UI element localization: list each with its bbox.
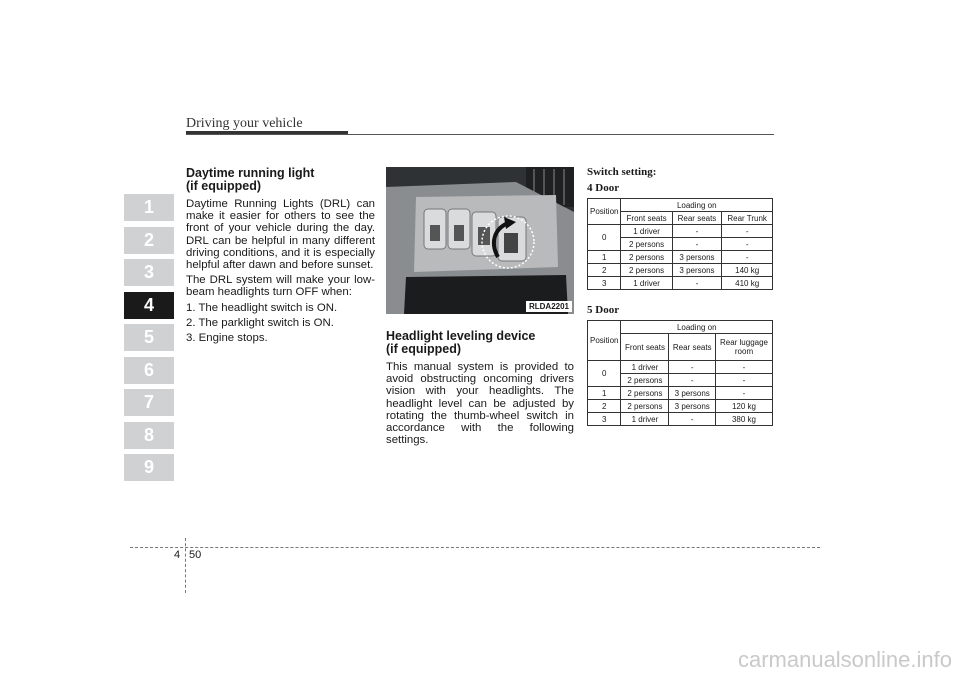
- table-cell: -: [669, 374, 716, 387]
- leveling-heading-line1: Headlight leveling device: [386, 329, 536, 343]
- door5-col-luggage: Rear luggage room: [716, 334, 773, 361]
- chapter-tabs: [124, 194, 174, 487]
- chapter-tab-5[interactable]: 5: [124, 324, 174, 351]
- door5-table: [587, 320, 773, 426]
- door4-pos: 0: [588, 225, 621, 251]
- drl-item-1: 1. The headlight switch is ON.: [186, 301, 338, 314]
- door5-col-front: Front seats: [621, 334, 669, 361]
- drl-item-3: 3. Engine stops.: [186, 332, 268, 345]
- leveling-paragraph: This manual system is provided to avoid obstructing oncoming drivers vision with your headlights. The headlight level can be adjusted by rotating the thumb-wheel switch in accordance with the following settings.: [386, 361, 574, 447]
- table-cell: 1 driver: [621, 413, 669, 426]
- table-cell: 410 kg: [722, 277, 773, 290]
- chapter-tab-1[interactable]: 1: [124, 194, 174, 221]
- footer-rule: [130, 547, 820, 548]
- table-cell: 2 persons: [621, 387, 669, 400]
- table-cell: 1 driver: [621, 361, 669, 374]
- table-cell: 140 kg: [722, 264, 773, 277]
- headlight-switch-photo: [386, 167, 574, 314]
- door4-title: 4 Door: [587, 182, 620, 194]
- table-row: [588, 277, 773, 290]
- drl-heading: [186, 167, 375, 193]
- table-cell: 1 driver: [621, 277, 672, 290]
- chapter-tab-8[interactable]: 8: [124, 422, 174, 449]
- table-cell: 3 persons: [669, 400, 716, 413]
- door4-col-front: Front seats: [621, 212, 672, 225]
- door4-loading-header: Loading on: [621, 199, 773, 212]
- door5-pos: 1: [588, 387, 621, 400]
- leveling-heading: [386, 330, 574, 356]
- table-row: [588, 225, 773, 238]
- chapter-tab-6[interactable]: 6: [124, 357, 174, 384]
- table-cell: 2 persons: [621, 238, 672, 251]
- door4-col-rear: Rear seats: [672, 212, 722, 225]
- door5-position-header: Position: [588, 321, 621, 361]
- table-cell: 120 kg: [716, 400, 773, 413]
- table-row: [588, 264, 773, 277]
- door5-pos: 0: [588, 361, 621, 387]
- switch-panel-illustration: [386, 167, 574, 314]
- leveling-heading-line2: (if equipped): [386, 342, 461, 356]
- table-row: [588, 387, 773, 400]
- drl-paragraph-1: Daytime Running Lights (DRL) can make it easier for others to see the front of your vehicle during the day. DRL can be helpful in many different driving conditions, and it is especially helpful after dawn and before sunset.: [186, 198, 375, 272]
- door5-pos: 3: [588, 413, 621, 426]
- image-code: RLDA2201: [526, 301, 572, 312]
- table-cell: -: [669, 413, 716, 426]
- section-title: Driving your vehicle: [186, 116, 303, 131]
- door4-pos: 2: [588, 264, 621, 277]
- leveling-section: [386, 330, 574, 449]
- table-row: [588, 361, 773, 374]
- table-cell: -: [722, 238, 773, 251]
- table-cell: 380 kg: [716, 413, 773, 426]
- table-cell: 2 persons: [621, 374, 669, 387]
- table-row: [588, 400, 773, 413]
- door5-pos: 2: [588, 400, 621, 413]
- drl-paragraph-2: The DRL system will make your low-beam headlights turn OFF when:: [186, 274, 375, 299]
- chapter-tab-7[interactable]: 7: [124, 389, 174, 416]
- table-cell: 1 driver: [621, 225, 672, 238]
- drl-section: [186, 167, 375, 347]
- door4-position-header: Position: [588, 199, 621, 225]
- table-cell: 3 persons: [672, 264, 722, 277]
- table-cell: -: [669, 361, 716, 374]
- door5-loading-header: Loading on: [621, 321, 773, 334]
- chapter-tab-4[interactable]: 4: [124, 292, 174, 319]
- drl-heading-line2: (if equipped): [186, 179, 261, 193]
- footer-divider: [185, 538, 186, 593]
- table-cell: -: [672, 238, 722, 251]
- table-cell: -: [716, 387, 773, 400]
- table-cell: -: [716, 374, 773, 387]
- header-rule: [186, 134, 774, 135]
- watermark: carmanualsonline.info: [737, 647, 952, 672]
- table-cell: 2 persons: [621, 400, 669, 413]
- door4-col-trunk: Rear Trunk: [722, 212, 773, 225]
- table-cell: 3 persons: [669, 387, 716, 400]
- table-cell: -: [716, 361, 773, 374]
- door4-table: [587, 198, 773, 290]
- door5-title: 5 Door: [587, 304, 620, 316]
- switch-setting-heading: Switch setting:: [587, 166, 657, 178]
- footer-page-number: 50: [189, 549, 202, 561]
- door4-pos: 1: [588, 251, 621, 264]
- table-cell: -: [722, 225, 773, 238]
- table-cell: -: [672, 225, 722, 238]
- footer-chapter-number: 4: [174, 549, 181, 561]
- door4-pos: 3: [588, 277, 621, 290]
- drl-item-2: 2. The parklight switch is ON.: [186, 316, 334, 329]
- table-cell: 2 persons: [621, 251, 672, 264]
- chapter-tab-2[interactable]: 2: [124, 227, 174, 254]
- table-row: [588, 251, 773, 264]
- table-cell: 2 persons: [621, 264, 672, 277]
- chapter-tab-9[interactable]: 9: [124, 454, 174, 481]
- drl-heading-line1: Daytime running light: [186, 166, 315, 180]
- table-cell: -: [722, 251, 773, 264]
- chapter-tab-3[interactable]: 3: [124, 259, 174, 286]
- table-cell: -: [672, 277, 722, 290]
- table-cell: 3 persons: [672, 251, 722, 264]
- table-row: [588, 413, 773, 426]
- door5-col-rear: Rear seats: [669, 334, 716, 361]
